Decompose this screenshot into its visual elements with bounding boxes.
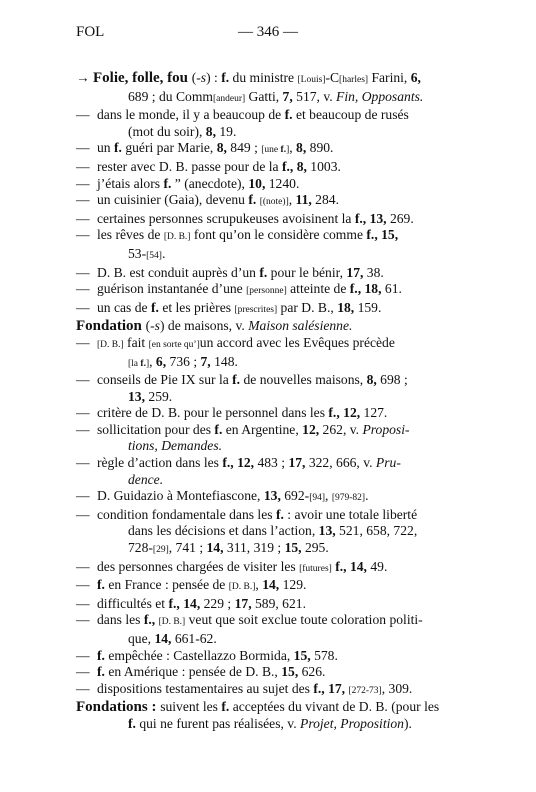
entry-continuation-line [76,716,464,733]
entry-text: D. Guidazio à Montefiascone, [97,488,264,504]
entry-text: — [76,558,90,574]
entry-text: 849 ; [226,140,262,156]
index-entries [76,70,464,733]
index-entry [76,318,464,335]
entry-text: 259. [145,388,173,404]
entry-text: [prescrites] [234,304,278,315]
entry-text: f. [232,372,241,388]
entry-text: veut que soit exclue toute coloration politi- [185,612,423,628]
index-entry [76,577,464,596]
entry-text: D. B. est conduit auprès d’un [97,264,260,280]
entry-text: en France : pensée de [104,577,229,593]
index-entry [76,265,464,282]
entry-text: [94] [309,493,326,504]
entry-text: f. [97,577,105,593]
entry-text: ) de maisons, v. [159,318,249,334]
index-entry [76,70,464,107]
entry-text: 13, [128,388,145,404]
index-entry [76,405,464,422]
entry-text: (mot du soir), [128,123,206,139]
entry-text: — [76,455,90,471]
entry-text: [andeur] [212,93,246,104]
entry-line [76,192,464,211]
entry-text: Fondation [76,318,146,335]
entry-text: , [288,192,296,208]
entry-text: f., [168,595,180,611]
entry-text: [54] [146,250,162,261]
entry-text: pour le bénir, [267,264,347,280]
entry-text: font qu’on le considère comme [190,227,367,243]
index-entry [76,507,464,559]
entry-text: 15, [281,664,299,680]
entry-line [76,176,464,193]
entry-text: — [76,506,90,522]
entry-text: Projet, Proposition [300,715,404,731]
entry-text: — [76,488,90,504]
entry-text: ] [145,358,150,369]
entry-text: que, [128,631,155,646]
entry-line [76,300,464,319]
entry-text: f. [163,175,172,191]
entry-text: — [76,595,90,611]
entry-text: [272-73] [348,685,382,696]
entry-text: 13, [318,523,336,539]
entry-text: [D. B.] [163,232,191,243]
entry-text: f., [354,210,367,226]
entry-text: 159. [354,299,382,315]
entry-text: 890. [306,140,334,156]
index-entry [76,681,464,700]
entry-text: 17, [346,264,364,280]
entry-text: et beaucoup de rusés [292,107,409,123]
entry-text: 229 ; [200,595,235,611]
entry-text: f., [313,680,325,696]
entry-text: rester avec D. B. passe pour de la [97,158,282,174]
entry-text: 12, [237,455,255,471]
entry-text: — [76,647,90,663]
entry-text: f. [280,145,287,156]
entry-text: f., [143,612,156,628]
entry-text: ” (anecdote), [171,175,249,191]
entry-text: : avoir une totale liberté [283,506,418,522]
index-entry [76,488,464,507]
entry-text: f. [284,107,293,123]
entry-text: s [200,70,207,85]
entry-text: 14, [183,595,201,611]
entry-text: Pru- [375,455,401,471]
entry-text: 736 ; [166,353,201,369]
entry-text: (- [191,70,201,85]
entry-text: dans les [97,612,144,628]
index-entry [76,559,464,578]
entry-text: 129. [279,577,307,593]
entry-text: condition fondamentale dans les [97,506,276,522]
entry-text: 8, [366,372,377,388]
index-entry [76,227,464,264]
entry-text: 38. [363,264,384,280]
entry-text: dence. [128,471,164,487]
entry-text: 49. [366,558,388,574]
entry-text: — [76,140,90,156]
entry-text: f. [259,264,268,280]
entry-text: 8, [205,123,216,139]
entry-text: 127. [360,405,388,421]
entry-text: f., [366,227,378,243]
entry-text: [D. B.] [158,617,186,628]
entry-text: — [76,107,90,123]
entry-text: [une [261,145,281,156]
index-entry [76,422,464,455]
index-entry [76,699,464,732]
entry-text: tions, Demandes. [128,438,223,454]
entry-text: f., [328,405,340,421]
entry-text: 517, v. [292,88,337,104]
entry-line [76,372,464,389]
entry-text: (- [145,318,155,334]
entry-text: f. [214,421,223,437]
entry-text: , 741 ; [168,540,207,556]
entry-text: [en sorte qu’] [148,339,200,350]
entry-text: 689 ; du Comm [128,88,213,104]
entry-text: 18, [364,281,382,297]
entry-text: 10, [248,175,266,191]
entry-line [76,281,464,300]
entry-text: règle d’action dans les [97,455,223,471]
entry-line [76,107,464,124]
entry-text: 15, [293,647,311,663]
entry-text: [979-82] [331,493,366,504]
entry-text: — [76,264,90,280]
entry-text: Fin, Opposants. [336,88,424,104]
entry-text: s [154,318,160,334]
entry-text: 17, [288,455,306,471]
entry-text: guéri par Marie, [121,140,217,156]
entry-text: f. [114,140,122,156]
entry-text: f., [222,455,234,471]
entry-text: ] [286,145,290,156]
entry-text: f. [221,699,230,715]
entry-line [76,596,464,613]
entry-text: 284. [311,192,339,208]
entry-text: — [76,612,90,628]
entry-text: — [76,405,90,421]
entry-text: — [76,281,90,297]
entry-text: 6, [155,353,167,369]
index-entry [76,176,464,193]
entry-line [76,335,464,354]
entry-text: 626. [298,664,326,680]
entry-text: 8, [216,140,227,156]
entry-text: 15, [284,540,302,556]
entry-line [76,265,464,282]
entry-text: 698 ; [376,372,408,388]
entry-text: Folie, folle, fou [93,70,192,86]
entry-line [76,211,464,228]
index-entry [76,648,464,665]
entry-text: 14, [206,540,224,556]
entry-line [76,318,464,335]
entry-text: 262, v. [319,421,363,437]
entry-text: 483 ; [254,455,289,471]
entry-text: des personnes chargées de visiter les [97,558,300,574]
entry-continuation-line [76,246,464,265]
entry-text: atteinte de [286,281,350,297]
entry-text: 8, [296,158,307,174]
entry-text: . [365,488,369,504]
entry-text: un [97,140,114,156]
entry-text: par D. B., [277,299,338,315]
entry-text: suivent les [160,699,222,715]
entry-text: critère de D. B. pour le personnel dans les [97,405,329,421]
entry-text: f., [335,558,347,574]
entry-text: [D. B.] [97,339,124,350]
entry-text: difficultés et [97,595,169,611]
entry-text: acceptées du vivant de D. B. (pour les [229,699,440,715]
entry-text: — [76,210,90,226]
entry-text: . [161,245,166,261]
entry-text: — [76,664,90,680]
entry-text: 7, [282,88,293,104]
entry-text: Maison salésienne. [248,318,353,334]
entry-text: [la [128,358,141,369]
entry-text: Farini, [368,70,411,85]
entry-text: 14, [262,577,280,593]
entry-text: — [76,299,90,315]
entry-line [76,681,464,700]
entry-text: 661-62. [171,631,217,646]
entry-text: f., [281,158,294,174]
index-entry [76,211,464,228]
entry-text: [(note)] [259,197,289,208]
entry-text: f. [150,299,159,315]
entry-line [76,699,464,716]
entry-text: , [149,353,156,369]
entry-text: — [76,175,90,191]
page-number: — 346 — [238,24,298,40]
entry-text: f. [248,192,257,208]
entry-continuation-line [76,389,464,406]
entry-text: en Argentine, [222,421,303,437]
entry-line [76,227,464,246]
entry-text: j’étais alors [97,175,164,191]
index-entry [76,596,464,613]
entry-text: 295. [301,540,329,556]
entry-text: 8, [296,140,307,156]
entry-text: f. [97,647,105,663]
entry-text: f. [275,506,284,522]
entry-text: ) : [206,70,222,85]
entry-text: Proposi- [362,421,410,437]
entry-text: 17, [234,595,252,611]
entry-text: 728- [128,540,153,556]
entry-text: [personne] [246,286,287,297]
entry-text: 311, 319 ; [223,540,285,556]
entry-text: 13, [263,488,281,504]
entry-text: [futures] [299,563,332,574]
entry-text: — [76,421,90,437]
entry-text: 61. [381,281,402,297]
entry-text: 14, [154,631,172,646]
entry-text: certaines personnes scrupukeuses avoisinent la [97,210,355,226]
entry-text: 17, [328,680,346,696]
entry-text: qui ne furent pas réalisées, v. [135,715,301,731]
entry-text: — [76,192,90,208]
entry-line [76,422,464,439]
entry-text: 148. [210,353,238,369]
index-entry [76,107,464,140]
entry-text: conseils de Pie IX sur la [97,372,233,388]
entry-text: guérison instantanée d’une [97,281,247,297]
entry-text: f., [349,281,362,297]
entry-text: de nouvelles maisons, [240,372,367,388]
entry-text: dispositions testamentaires au sujet des [97,680,314,696]
entry-text: — [76,372,90,388]
entry-text: f. [140,358,146,369]
entry-text: 269. [386,210,414,226]
entry-text: 18, [337,299,355,315]
entry-line [76,577,464,596]
entry-text: dans les décisions et dans l’action, [128,523,319,539]
index-entry [76,612,464,647]
entry-text: 19. [215,123,237,139]
entry-line [76,612,464,631]
entry-text: — [76,158,90,174]
entry-text: dans le monde, il y a beaucoup de [97,107,285,123]
index-entry [76,372,464,405]
entry-continuation-line [76,523,464,540]
entry-text: 322, 666, v. [305,455,376,471]
index-entry [76,664,464,681]
entry-text: — [76,680,90,696]
entry-text: 578. [310,647,338,663]
index-entry [76,455,464,488]
entry-text: f. [221,70,230,85]
entry-text: -C [325,70,340,85]
index-entry [76,281,464,300]
entry-line [76,405,464,422]
entry-text: un accord avec les Evêques précède [199,334,395,350]
entry-text: fait [123,334,149,350]
entry-text: du ministre [229,70,298,85]
index-entry [76,140,464,159]
entry-text: , [325,488,332,504]
entry-continuation-line [76,89,464,108]
entry-text: [D. B.] [228,582,256,593]
entry-text: [29] [152,545,169,556]
entry-text: 53- [128,245,147,261]
running-head: FOL [76,24,105,40]
entry-text: ). [403,715,412,731]
entry-text: [Louis] [297,75,326,85]
entry-text: 521, 658, 722, [335,523,418,539]
entry-continuation-line [76,354,464,373]
index-entry [76,192,464,211]
index-entry [76,159,464,176]
entry-text: 15, [381,227,399,243]
entry-line [76,664,464,681]
entry-text: 589, 621. [251,595,306,611]
entry-text: → [76,70,93,85]
entry-line [76,70,464,89]
entry-text: Fondations : [76,699,161,716]
entry-text: 1003. [306,158,341,174]
entry-line [76,648,464,665]
entry-line [76,488,464,507]
entry-text: — [76,227,90,243]
entry-text: et les prières [158,299,235,315]
entry-text: [harles] [339,75,369,85]
entry-text: 6, [410,70,421,85]
entry-line [76,140,464,159]
entry-text: f. [128,715,136,731]
entry-text: 13, [369,210,387,226]
entry-text: un cas de [97,299,151,315]
entry-text: — [76,334,90,350]
entry-continuation-line [76,631,464,648]
entry-text: , [289,140,297,156]
entry-text: Gatti, [245,88,283,104]
entry-text: , [255,577,263,593]
entry-text: 14, [349,558,367,574]
index-entry [76,335,464,372]
index-entry [76,300,464,319]
entry-text: 1240. [265,175,300,191]
entry-text: 11, [295,192,312,208]
entry-text: en Amérique : pensée de D. B., [104,664,282,680]
entry-text: , 309. [381,680,413,696]
entry-text: 12, [302,421,320,437]
entry-line [76,507,464,524]
entry-text: 692- [280,488,310,504]
entry-continuation-line [76,472,464,489]
entry-text: les rêves de [97,227,164,243]
entry-continuation-line [76,438,464,455]
entry-text: 12, [343,405,361,421]
entry-continuation-line [76,540,464,559]
entry-text: un cuisinier (Gaia), devenu [97,192,249,208]
entry-line [76,159,464,176]
entry-continuation-line [76,124,464,141]
entry-text: sollicitation pour des [97,421,215,437]
entry-text: — [76,577,90,593]
entry-text: f. [97,664,105,680]
entry-text: empêchée : Castellazzo Bormida, [104,647,294,663]
entry-line [76,559,464,578]
entry-text: 7, [200,353,211,369]
entry-line [76,455,464,472]
